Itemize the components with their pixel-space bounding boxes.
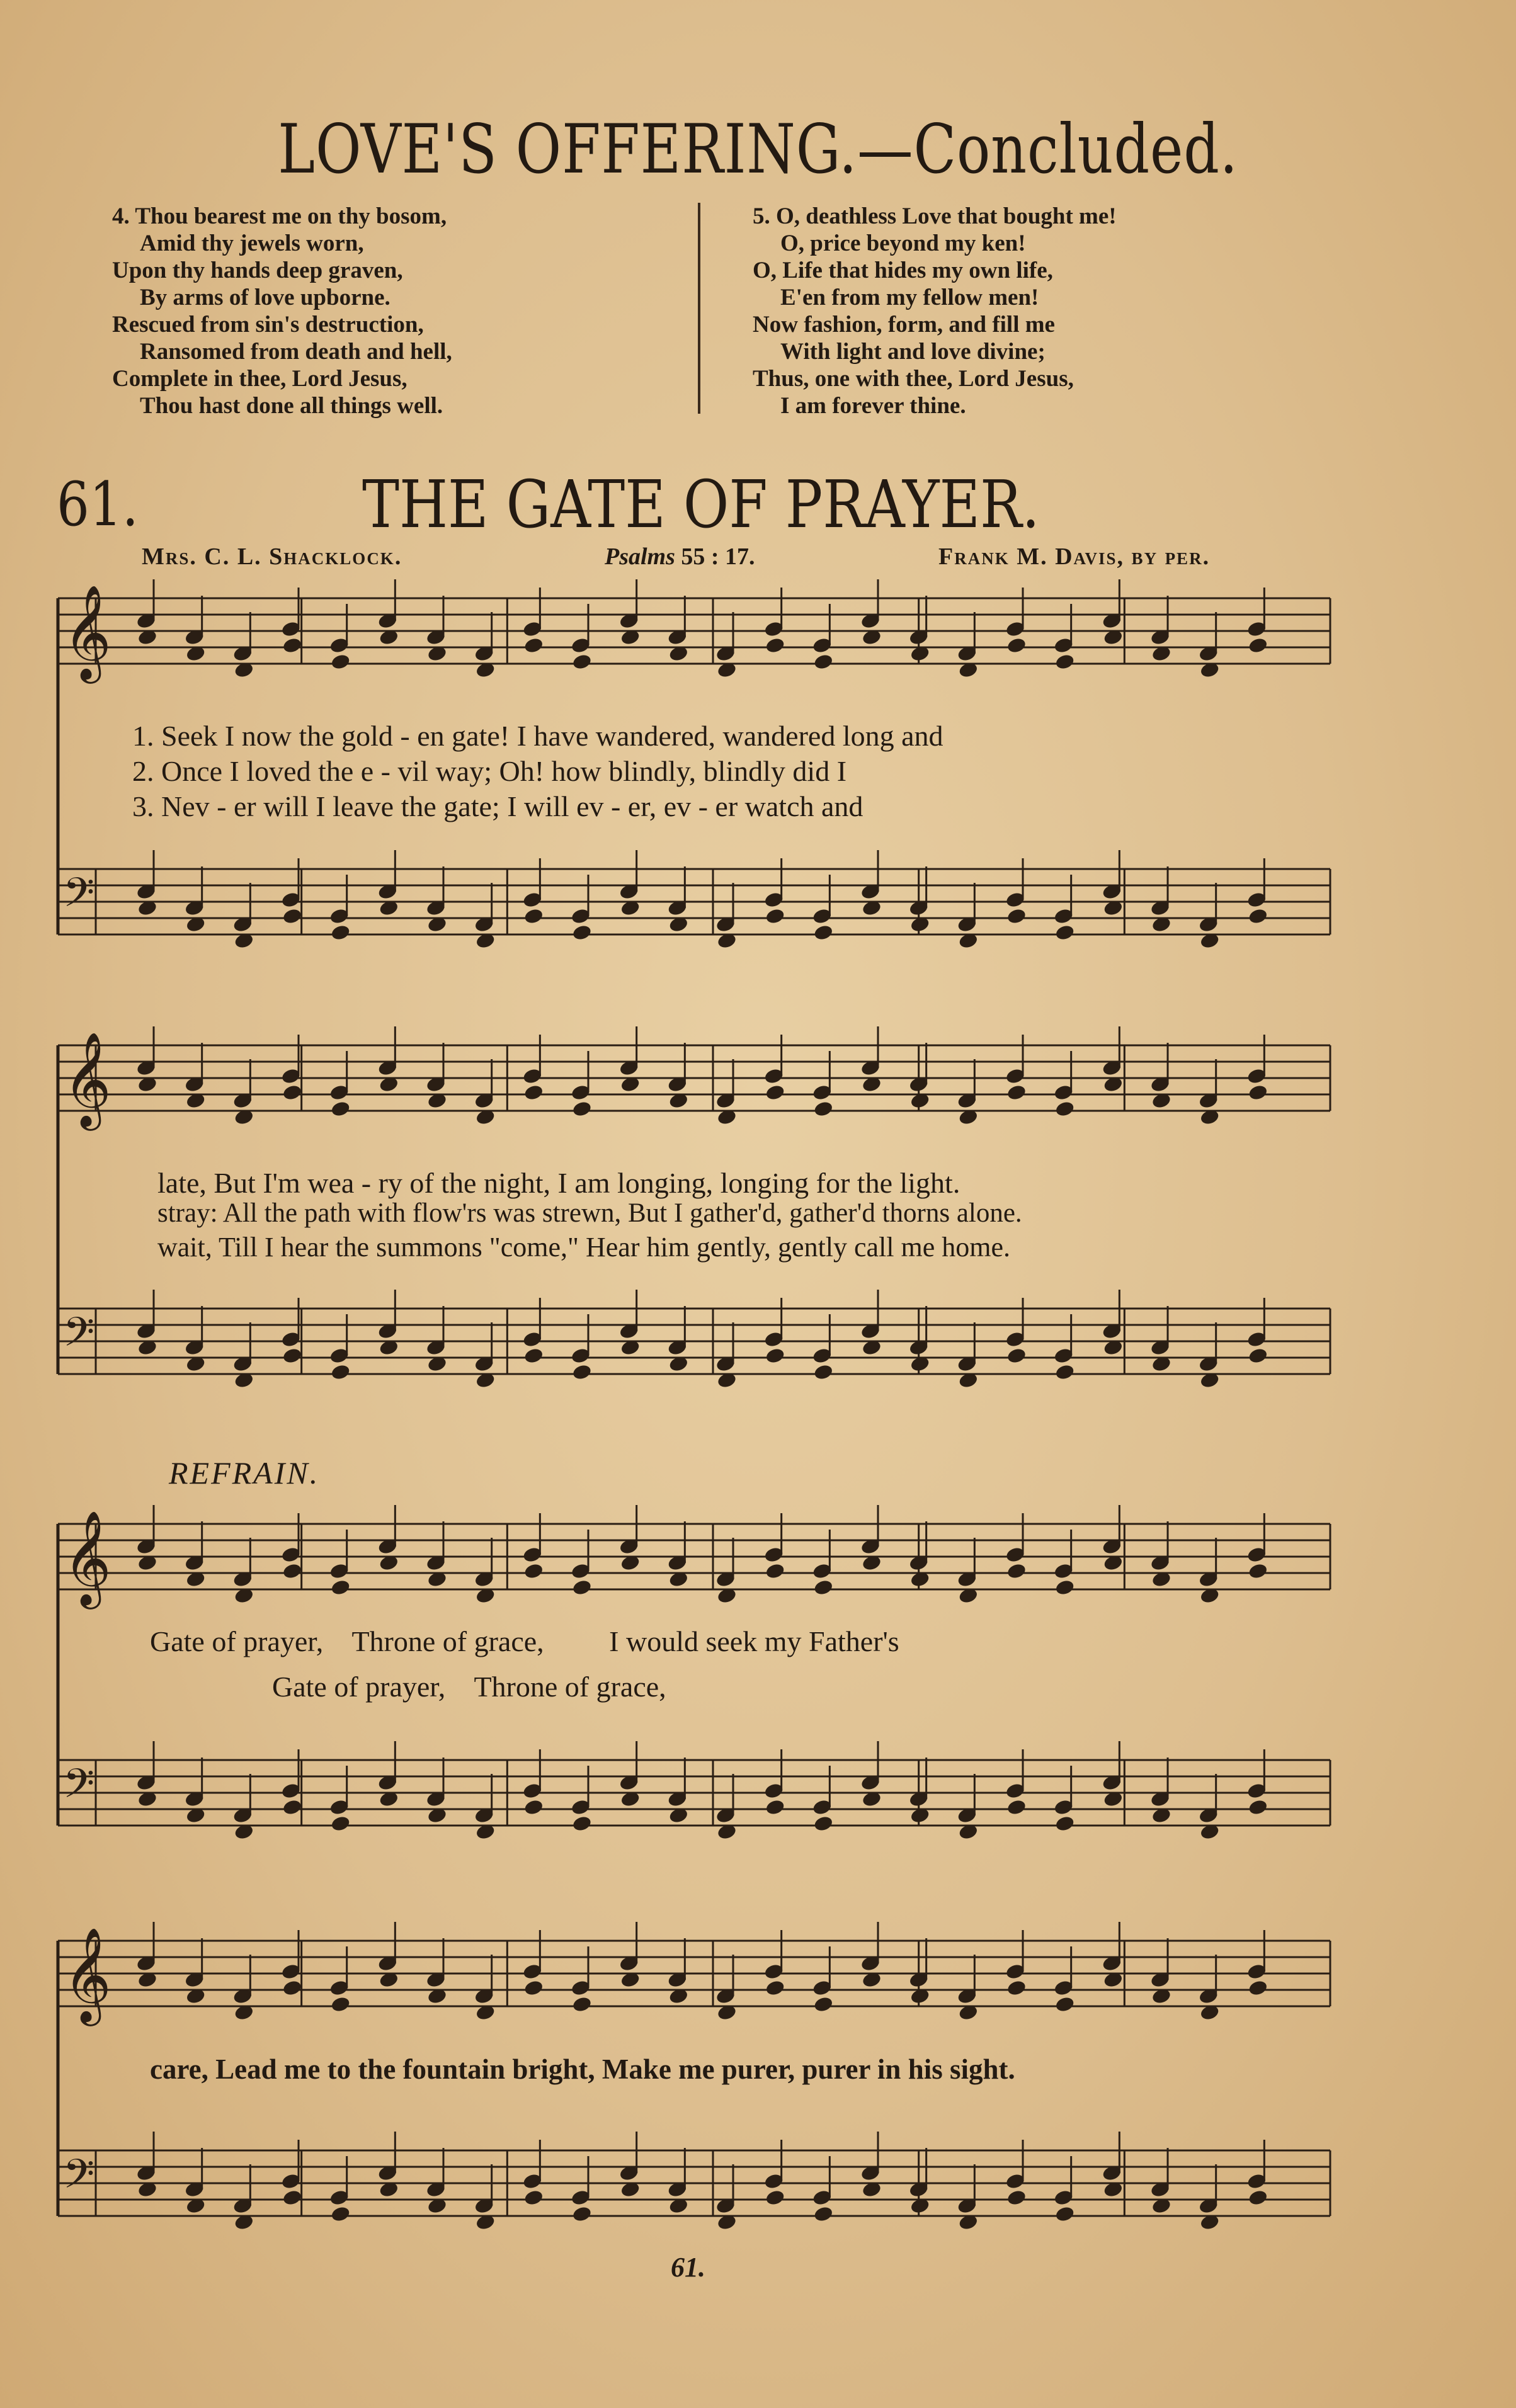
refrain-lyric: Gate of prayer, Throne of grace, I would seek my Father's [150, 1625, 899, 1657]
note-head [523, 1798, 544, 1816]
note-head [813, 1363, 834, 1381]
note-head [765, 907, 785, 925]
note-head [571, 653, 592, 671]
note-head [330, 1363, 351, 1381]
lyric-line-verse3: 3. Nev - er will I leave the gate; I will ev - er, ev - er watch and [132, 790, 863, 822]
stanza-line: 5. O, deathless Love that bought me! [753, 203, 1117, 229]
note-head [765, 1084, 785, 1101]
note-head [523, 907, 544, 925]
bass-clef-icon: 𝄢 [63, 870, 95, 926]
note-head [330, 653, 351, 671]
note-head [571, 1815, 592, 1832]
note-head [813, 1996, 834, 2013]
note-head [1054, 1996, 1075, 2013]
note-head [571, 1996, 592, 2013]
note-head [1248, 1084, 1268, 1101]
note-head [1248, 1562, 1268, 1580]
note-head [571, 1100, 592, 1118]
stanza-line: By arms of love upborne. [140, 285, 390, 310]
bass-clef-icon: 𝄢 [63, 2151, 95, 2208]
note-head [765, 1798, 785, 1816]
note-head [813, 1815, 834, 1832]
note-head [765, 637, 785, 654]
lyric-line-verse2: 2. Once I loved the e - vil way; Oh! how blindly, blindly did I [132, 755, 847, 787]
stanza-line: Rescued from sin's destruction, [112, 312, 424, 338]
note-head [282, 1084, 302, 1101]
author-credit: Mrs. C. L. Shacklock. [142, 543, 402, 570]
note-head [1248, 637, 1268, 654]
note-head [1054, 924, 1075, 941]
note-head [1248, 1347, 1268, 1365]
note-head [813, 1579, 834, 1596]
hymn-number: 61. [57, 469, 139, 540]
note-head [571, 2205, 592, 2223]
stanza-line: Ransomed from death and hell, [140, 339, 452, 365]
note-head [282, 907, 302, 925]
stanza-line: O, Life that hides my own life, [753, 258, 1053, 283]
note-head [330, 1579, 351, 1596]
note-head [282, 2189, 302, 2206]
refrain-echo-lyric: Gate of prayer, Throne of grace, [272, 1671, 666, 1703]
stanza-line: Amid thy jewels worn, [140, 230, 364, 256]
note-head [813, 653, 834, 671]
note-head [330, 2205, 351, 2223]
stanza-line: I am forever thine. [780, 393, 966, 419]
treble-clef-icon: 𝄞 [63, 1926, 111, 2022]
note-head [765, 1562, 785, 1580]
page-number: 61. [671, 2252, 705, 2283]
note-head [1006, 1084, 1027, 1101]
note-head [813, 1100, 834, 1118]
note-head [523, 2189, 544, 2206]
note-head [523, 637, 544, 654]
note-head [330, 924, 351, 941]
note-head [813, 2205, 834, 2223]
bass-clef-icon: 𝄢 [63, 1309, 95, 1366]
stanza-line: With light and love divine; [780, 339, 1046, 365]
note-head [523, 1562, 544, 1580]
note-head [523, 1084, 544, 1101]
note-head [1054, 1579, 1075, 1596]
stanza-line: E'en from my fellow men! [780, 285, 1039, 310]
note-head [330, 1100, 351, 1118]
stanza-line: Complete in thee, Lord Jesus, [112, 366, 407, 392]
note-head [571, 1363, 592, 1381]
note-head [765, 1347, 785, 1365]
note-head [1054, 2205, 1075, 2223]
note-head [282, 637, 302, 654]
refrain-label: REFRAIN. [169, 1455, 320, 1491]
treble-clef-icon: 𝄞 [63, 1509, 111, 1605]
lyric-line-verse3: wait, Till I hear the summons "come," Hear him gently, gently call me home. [157, 1232, 1011, 1263]
note-head [330, 1996, 351, 2013]
note-head [571, 1579, 592, 1596]
stanza-line: O, price beyond my ken! [780, 230, 1026, 256]
note-head [523, 1979, 544, 1997]
stanza-line: Upon thy hands deep graven, [112, 258, 403, 283]
note-head [1006, 1979, 1027, 1997]
note-head [330, 1815, 351, 1832]
scripture-ref: 55 : 17. [681, 543, 755, 570]
note-head [1054, 1100, 1075, 1118]
note-head [282, 1979, 302, 1997]
note-head [1006, 1347, 1027, 1365]
note-head [1006, 2189, 1027, 2206]
stanza-line: 4. Thou bearest me on thy bosom, [112, 203, 447, 229]
note-head [523, 1347, 544, 1365]
continued-hymn-title: LOVE'S OFFERING.—Concluded. [278, 110, 1238, 189]
note-head [765, 1979, 785, 1997]
note-head [813, 924, 834, 941]
note-head [1006, 907, 1027, 925]
stanza-line: Now fashion, form, and fill me [753, 312, 1055, 338]
note-head [1054, 1815, 1075, 1832]
note-head [1006, 1562, 1027, 1580]
lyric-line-verse1: 1. Seek I now the gold - en gate! I have wandered, wandered long and [132, 720, 943, 752]
hymn-title: THE GATE OF PRAYER. [362, 466, 1040, 543]
lyric-line-verse1: late, But I'm wea - ry of the night, I am longing, longing for the light. [157, 1167, 960, 1199]
note-head [1006, 1798, 1027, 1816]
stanza-line: Thou hast done all things well. [140, 393, 443, 419]
note-head [1054, 653, 1075, 671]
note-head [765, 2189, 785, 2206]
note-head [282, 1798, 302, 1816]
note-head [1248, 907, 1268, 925]
note-head [1054, 1363, 1075, 1381]
lyric-line-verse2: stray: All the path with flow'rs was strewn, But I gather'd, gather'd thorns alone. [157, 1198, 1022, 1228]
note-head [1006, 637, 1027, 654]
composer-credit: Frank M. Davis, by per. [938, 543, 1211, 570]
refrain-lyric: care, Lead me to the fountain bright, Make me purer, purer in his sight. [150, 2053, 1015, 2085]
scripture-book: Psalms [605, 543, 675, 570]
note-head [571, 924, 592, 941]
note-head [282, 1562, 302, 1580]
note-head [1248, 2189, 1268, 2206]
note-head [1248, 1798, 1268, 1816]
treble-clef-icon: 𝄞 [63, 1031, 111, 1127]
stanza-line: Thus, one with thee, Lord Jesus, [753, 366, 1074, 392]
treble-clef-icon: 𝄞 [63, 584, 111, 679]
note-head [282, 1347, 302, 1365]
bass-clef-icon: 𝄢 [63, 1761, 95, 1817]
note-head [1248, 1979, 1268, 1997]
